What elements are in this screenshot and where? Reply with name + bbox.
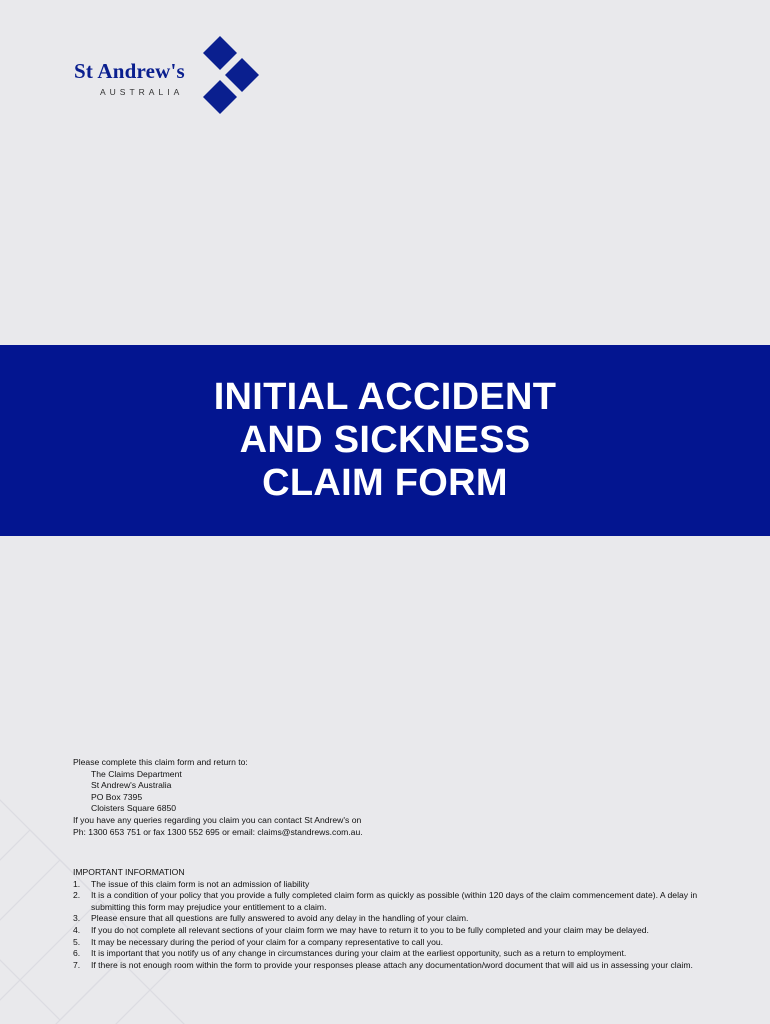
list-number: 3. bbox=[73, 913, 81, 924]
title-banner bbox=[0, 345, 770, 536]
list-item bbox=[73, 960, 703, 972]
list-item bbox=[73, 937, 703, 949]
list-text: It is important that you notify us of any change in circumstances during your claim at the earliest opportunity, such as a return to employment. bbox=[91, 948, 627, 959]
list-item bbox=[73, 890, 703, 913]
address-line: PO Box 7395 bbox=[91, 791, 143, 802]
list-number: 6. bbox=[73, 948, 81, 959]
important-information bbox=[73, 867, 703, 971]
list-text: Please ensure that all questions are fully answered to avoid any delay in the handling of your claim. bbox=[91, 913, 469, 924]
list-text: The issue of this claim form is not an admission of liability bbox=[91, 878, 310, 889]
return-intro: Please complete this claim form and return to: bbox=[73, 757, 248, 767]
list-number: 7. bbox=[73, 959, 81, 970]
title-line-1: INITIAL ACCIDENT bbox=[213, 376, 557, 418]
list-number: 2. bbox=[73, 890, 81, 901]
logo-name: St Andrew's bbox=[74, 59, 185, 83]
list-item bbox=[73, 925, 703, 937]
list-text: If there is not enough room within the form to provide your responses please attach any documentation/word document that will aid us in assessing your claim. bbox=[91, 959, 693, 970]
title-line-3: CLAIM FORM bbox=[262, 462, 508, 504]
contact-details: Ph: 1300 653 751 or fax 1300 552 695 or email: claims@standrews.com.au. bbox=[73, 826, 363, 837]
address-line: Cloisters Square 6850 bbox=[91, 803, 177, 814]
address-line: The Claims Department bbox=[91, 768, 182, 779]
queries-text: If you have any queries regarding you claim you can contact St Andrew's on bbox=[73, 814, 362, 825]
return-instructions bbox=[73, 757, 363, 838]
list-item bbox=[73, 948, 703, 960]
logo bbox=[70, 36, 270, 116]
list-number: 4. bbox=[73, 924, 81, 935]
logo-subtitle: AUSTRALIA bbox=[100, 87, 184, 97]
list-item bbox=[73, 879, 703, 891]
list-item bbox=[73, 913, 703, 925]
title-line-2: AND SICKNESS bbox=[239, 419, 531, 461]
address-line: St Andrew's Australia bbox=[91, 780, 172, 791]
list-text: It is a condition of your policy that you provide a fully completed claim form as quickly as possible (within 120 days of the claim commencement date). A delay in submitting this form may prejudice your entitlement to a claim. bbox=[91, 890, 698, 912]
important-heading: IMPORTANT INFORMATION bbox=[73, 867, 185, 877]
list-text: If you do not complete all relevant sections of your claim form we may have to return it to you to be fully completed and your claim may be delayed. bbox=[91, 924, 649, 935]
list-number: 5. bbox=[73, 936, 81, 947]
diamond-logo-icon bbox=[198, 36, 262, 116]
list-text: It may be necessary during the period of your claim for a company representative to call you. bbox=[91, 936, 444, 947]
list-number: 1. bbox=[73, 878, 81, 889]
